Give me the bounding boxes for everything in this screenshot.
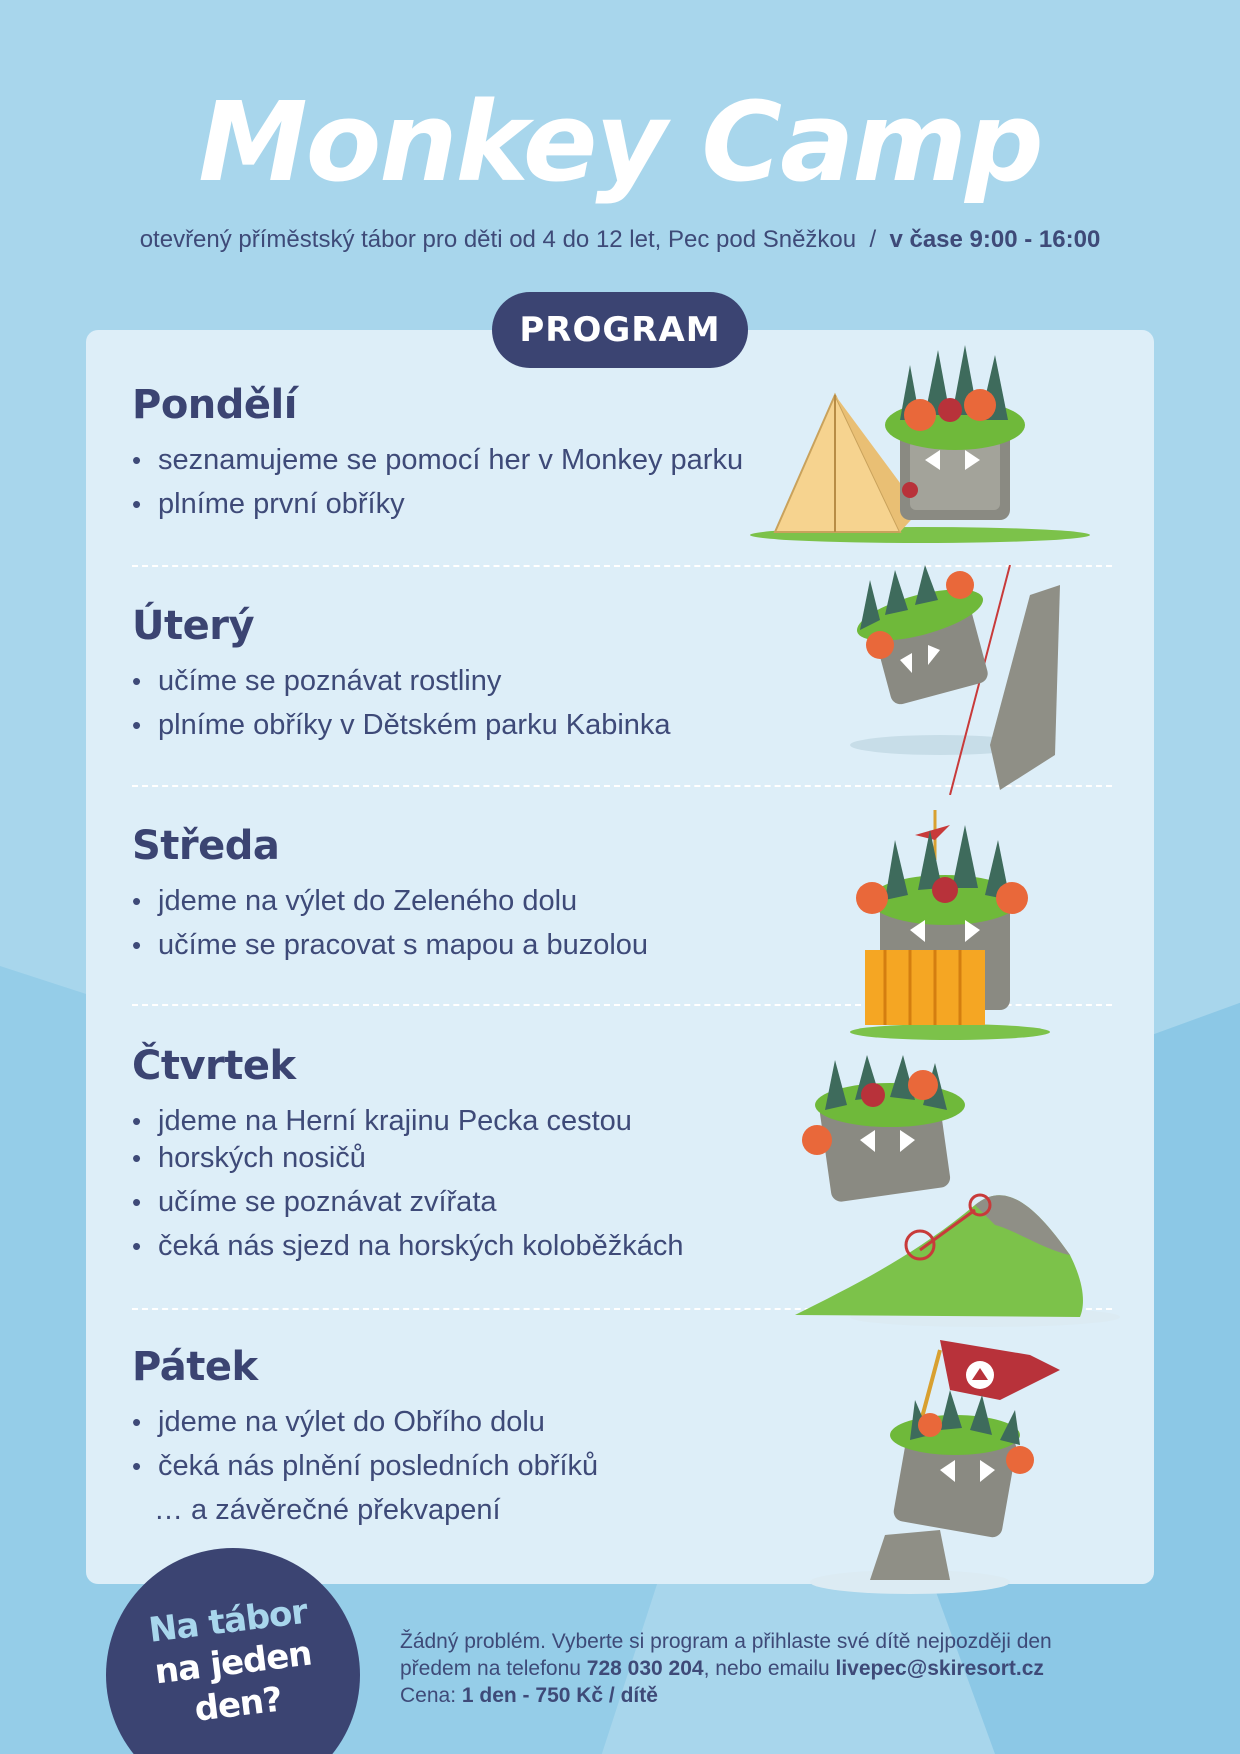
monster-with-flag-icon xyxy=(800,1330,1075,1605)
closing-note: … a závěrečné překvapení xyxy=(154,1494,501,1526)
list-item: • plníme první obříky xyxy=(132,486,832,523)
footer-text: předem na telefonu xyxy=(400,1657,587,1680)
page-subtitle xyxy=(0,226,1240,254)
day-title: Čtvrtek xyxy=(132,1043,296,1089)
day-monday xyxy=(132,382,832,530)
list-item: • jdeme na výlet do Obřího dolu xyxy=(132,1404,832,1441)
footer-text: , nebo emailu xyxy=(703,1657,836,1680)
day-tuesday xyxy=(132,603,832,751)
email-address[interactable]: livepec@skiresort.cz xyxy=(835,1657,1044,1680)
list-item: • čeká nás plnění posledních obříků xyxy=(132,1448,832,1485)
day-title: Pátek xyxy=(132,1344,258,1390)
day-wednesday xyxy=(132,823,832,971)
list-item: • učíme se poznávat rostliny xyxy=(132,663,832,700)
day-title: Pondělí xyxy=(132,382,297,428)
footer-line: Žádný problém. Vyberte si program a přihlaste své dítě nejpozději den xyxy=(400,1630,1052,1653)
list-item-text: horských nosičů xyxy=(158,1142,366,1174)
list-item-text: jdeme na Herní krajinu Pecka cestou xyxy=(158,1105,632,1137)
price-label: Cena: xyxy=(400,1684,462,1707)
list-item: • seznamujeme se pomocí her v Monkey parku xyxy=(132,442,832,479)
footer-info xyxy=(400,1628,1200,1709)
phone-number[interactable]: 728 030 204 xyxy=(586,1657,704,1680)
list-item-continuation xyxy=(132,1140,832,1177)
monster-with-map-icon xyxy=(840,800,1060,1045)
day-friday xyxy=(132,1344,832,1529)
day-title: Středa xyxy=(132,823,280,869)
subtitle-text: otevřený příměstský tábor pro děti od 4 do 12 let, Pec pod Sněžkou / xyxy=(139,226,890,253)
badge-line: Na tábor xyxy=(146,1591,310,1651)
badge-line: na jeden xyxy=(152,1633,314,1693)
page-title: Monkey Camp xyxy=(198,78,1042,206)
footer-line xyxy=(400,1655,1200,1682)
badge-line: den? xyxy=(192,1679,284,1730)
list-item xyxy=(132,1103,832,1140)
list-item: • učíme se pracovat s mapou a buzolou xyxy=(132,927,832,964)
list-item: • čeká nás sjezd na horských koloběžkách xyxy=(132,1228,832,1265)
program-label: PROGRAM xyxy=(492,292,748,368)
day-thursday xyxy=(132,1043,832,1272)
list-item: • učíme se poznávat zvířata xyxy=(132,1184,832,1221)
price-value: 1 den - 750 Kč / dítě xyxy=(461,1684,658,1707)
list-item: • plníme obříky v Dětském parku Kabinka xyxy=(132,707,832,744)
footer-line xyxy=(400,1682,1200,1709)
monster-on-scooter-icon xyxy=(795,1055,1120,1330)
monster-with-tent-icon xyxy=(740,340,1090,545)
monster-climbing-rock-icon xyxy=(840,565,1070,795)
one-day-badge-text xyxy=(121,1588,345,1739)
subtitle-time: v čase 9:00 - 16:00 xyxy=(889,226,1101,253)
list-item: • jdeme na výlet do Zeleného dolu xyxy=(132,883,832,920)
day-title: Úterý xyxy=(132,603,255,649)
